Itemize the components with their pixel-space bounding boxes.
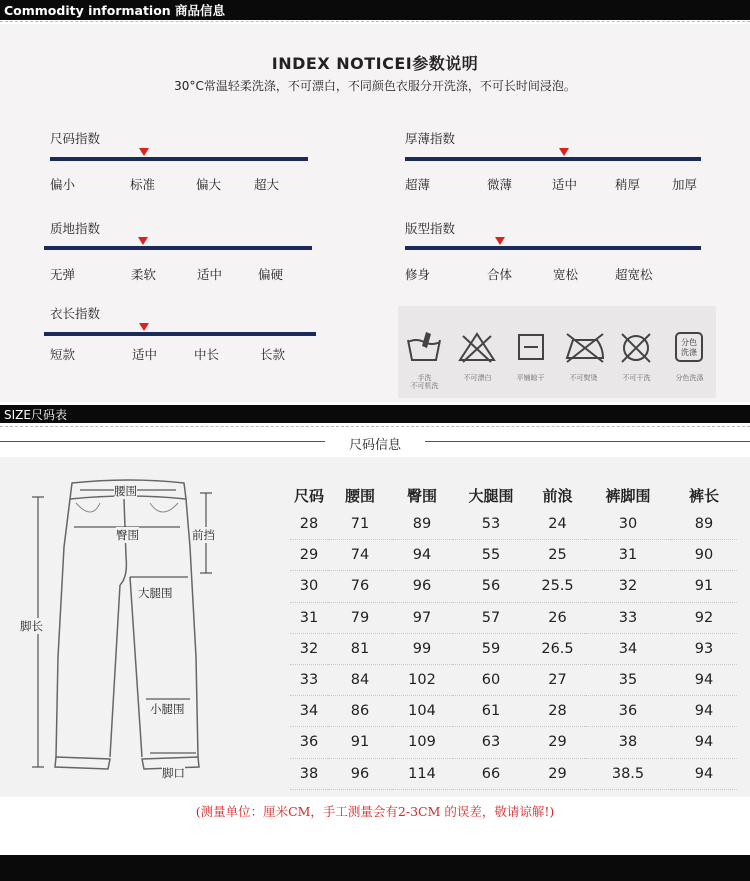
table-cell: 63 [452, 727, 530, 758]
table-cell: 81 [328, 634, 392, 665]
table-cell: 97 [392, 603, 452, 634]
flat-dry-icon [510, 330, 550, 366]
gauge-track [44, 246, 312, 250]
gauge-track [44, 332, 316, 336]
table-cell: 38.5 [585, 759, 671, 790]
thigh-label: 大腿围 [138, 586, 173, 600]
table-cell: 66 [452, 759, 530, 790]
table-cell: 74 [328, 540, 392, 571]
gauge-option: 宽松 [553, 267, 579, 282]
table-cell: 53 [452, 509, 530, 540]
separate-wash-text-top: 分色 [681, 338, 697, 347]
gauge-label: 版型指数 [405, 221, 456, 236]
gauge-marker-icon [139, 148, 149, 156]
gauge-option: 修身 [405, 267, 431, 282]
gauge-label: 厚薄指数 [405, 131, 456, 146]
gauge-label: 尺码指数 [50, 131, 101, 146]
size-table-header [290, 481, 737, 509]
table-cell: 102 [392, 665, 452, 696]
table-cell: 99 [392, 634, 452, 665]
gauge-length [44, 304, 319, 364]
calf-label: 小腿围 [150, 702, 185, 716]
table-cell: 27 [530, 665, 585, 696]
header-cell: 尺码 [293, 486, 324, 505]
header-cell: 裤长 [688, 486, 719, 505]
table-cell: 26.5 [530, 634, 585, 665]
table-row [290, 665, 737, 696]
table-cell: 104 [392, 696, 452, 727]
table-cell: 76 [328, 571, 392, 602]
table-cell: 84 [328, 665, 392, 696]
table-cell: 31 [585, 540, 671, 571]
header-title: Commodity information 商品信息 [4, 3, 226, 18]
gauge-fit [405, 219, 705, 282]
table-cell: 94 [671, 759, 737, 790]
table-cell: 25 [530, 540, 585, 571]
gauge-option: 合体 [487, 267, 513, 282]
table-cell: 24 [530, 509, 585, 540]
gauge-option: 偏大 [196, 177, 222, 192]
table-row [290, 634, 737, 665]
table-cell: 60 [452, 665, 530, 696]
gauge-size [50, 129, 310, 192]
length-label: 脚长 [20, 619, 43, 633]
gauge-option: 微薄 [487, 177, 513, 192]
size-bar [0, 405, 750, 423]
no-iron-icon [563, 330, 607, 366]
separate-wash-text-bottom: 洗涤 [681, 348, 697, 357]
gauge-option: 加厚 [672, 177, 698, 192]
gauge-option: 超宽松 [615, 267, 653, 282]
table-cell: 34 [585, 634, 671, 665]
table-cell: 35 [585, 665, 671, 696]
table-cell: 36 [290, 727, 328, 758]
table-row [290, 509, 737, 540]
waist-label: 腰围 [114, 484, 137, 498]
header-cell: 大腿围 [468, 486, 514, 505]
table-cell: 92 [671, 603, 737, 634]
table-row [290, 603, 737, 634]
table-cell: 29 [530, 759, 585, 790]
index-notice-section [0, 24, 750, 402]
separate-wash-icon [669, 330, 709, 366]
gauge-track [50, 157, 308, 161]
care-item [610, 306, 663, 398]
table-row [290, 571, 737, 602]
gauge-option: 适中 [132, 347, 158, 362]
gauge-marker-icon [138, 237, 148, 245]
table-cell: 91 [328, 727, 392, 758]
care-item [504, 306, 557, 398]
size-table-body [290, 509, 737, 790]
gauge-option: 偏小 [50, 177, 76, 192]
gauge-option: 偏硬 [258, 267, 284, 282]
table-cell: 90 [671, 540, 737, 571]
gauge-option: 长款 [260, 347, 286, 362]
table-cell: 96 [392, 571, 452, 602]
table-cell: 25.5 [530, 571, 585, 602]
gauge-label: 质地指数 [50, 221, 101, 236]
header-divider [0, 21, 750, 22]
care-label: 平铺晾干 [516, 374, 545, 382]
care-label: 不可漂白 [463, 374, 492, 382]
table-cell: 33 [585, 603, 671, 634]
size-table [290, 481, 737, 790]
gauge-marker-icon [495, 237, 505, 245]
header-cell: 前浪 [542, 486, 573, 505]
header-cell: 臀围 [406, 486, 437, 505]
gauge-option: 超薄 [405, 177, 431, 192]
table-cell: 91 [671, 571, 737, 602]
table-cell: 38 [290, 759, 328, 790]
care-item [557, 306, 610, 398]
care-label: 手洗 不可机洗 [410, 374, 439, 390]
table-cell: 36 [585, 696, 671, 727]
table-cell: 89 [671, 509, 737, 540]
table-cell: 71 [328, 509, 392, 540]
size-info-title: 尺码信息 [348, 438, 401, 453]
header-cell: 腰围 [344, 486, 375, 505]
size-divider [0, 426, 750, 427]
gauge-option: 短款 [50, 347, 76, 362]
hem-label: 脚口 [162, 766, 185, 780]
table-cell: 86 [328, 696, 392, 727]
table-cell: 94 [671, 727, 737, 758]
gauge-option: 适中 [197, 267, 223, 282]
header-cell: 裤脚围 [605, 486, 651, 505]
table-cell: 29 [290, 540, 328, 571]
table-cell: 29 [530, 727, 585, 758]
table-cell: 30 [585, 509, 671, 540]
gauge-option: 稍厚 [615, 177, 641, 192]
gauge-track [405, 246, 701, 250]
table-cell: 31 [290, 603, 328, 634]
table-cell: 61 [452, 696, 530, 727]
care-label: 分色洗涤 [675, 374, 704, 382]
measurement-note: (测量单位：厘米CM，手工测量会有2-3CM 的误差，敬请谅解!) [195, 804, 555, 819]
table-cell: 89 [392, 509, 452, 540]
table-cell: 26 [530, 603, 585, 634]
front-rise-label: 前挡 [192, 528, 215, 542]
care-item [451, 306, 504, 398]
gauge-option: 无弹 [50, 267, 76, 282]
table-row [290, 727, 737, 758]
care-label: 不可熨烫 [569, 374, 598, 382]
care-item [663, 306, 716, 398]
gauge-marker-icon [559, 148, 569, 156]
gauge-option: 超大 [254, 177, 280, 192]
table-cell: 94 [392, 540, 452, 571]
care-item [398, 306, 451, 398]
table-cell: 56 [452, 571, 530, 602]
table-cell: 93 [671, 634, 737, 665]
no-dryclean-icon [616, 330, 656, 366]
gauge-option: 中长 [194, 347, 220, 362]
table-row [290, 696, 737, 727]
table-cell: 59 [452, 634, 530, 665]
hip-label: 臀围 [116, 528, 139, 542]
table-cell: 32 [290, 634, 328, 665]
table-cell: 55 [452, 540, 530, 571]
pants-diagram [0, 457, 240, 797]
table-cell: 38 [585, 727, 671, 758]
table-cell: 30 [290, 571, 328, 602]
gauge-option: 标准 [130, 177, 156, 192]
table-cell: 109 [392, 727, 452, 758]
table-cell: 32 [585, 571, 671, 602]
table-cell: 94 [671, 696, 737, 727]
gauge-option: 适中 [552, 177, 578, 192]
hand-wash-icon [404, 330, 444, 366]
table-cell: 34 [290, 696, 328, 727]
gauge-option: 柔软 [131, 267, 157, 282]
gauge-label: 衣长指数 [50, 306, 101, 321]
size-bar-title: SIZE尺码表 [4, 408, 67, 422]
table-cell: 28 [290, 509, 328, 540]
table-cell: 96 [328, 759, 392, 790]
table-row [290, 759, 737, 790]
gauge-track [405, 157, 701, 161]
table-cell: 28 [530, 696, 585, 727]
footer-bar [0, 855, 750, 881]
header-bar [0, 0, 750, 20]
index-title: INDEX NOTICEI参数说明 [271, 54, 479, 73]
table-cell: 94 [671, 665, 737, 696]
index-subtitle: 30°C常温轻柔洗涤，不可漂白，不同颜色衣服分开洗涤，不可长时间浸泡。 [174, 79, 576, 93]
table-cell: 114 [392, 759, 452, 790]
no-bleach-icon [457, 330, 497, 366]
table-row [290, 540, 737, 571]
care-label: 不可干洗 [622, 374, 651, 382]
gauge-thickness [405, 129, 705, 192]
table-cell: 33 [290, 665, 328, 696]
care-instructions [398, 306, 716, 398]
table-cell: 79 [328, 603, 392, 634]
gauge-marker-icon [139, 323, 149, 331]
gauge-texture [44, 219, 319, 282]
table-cell: 57 [452, 603, 530, 634]
